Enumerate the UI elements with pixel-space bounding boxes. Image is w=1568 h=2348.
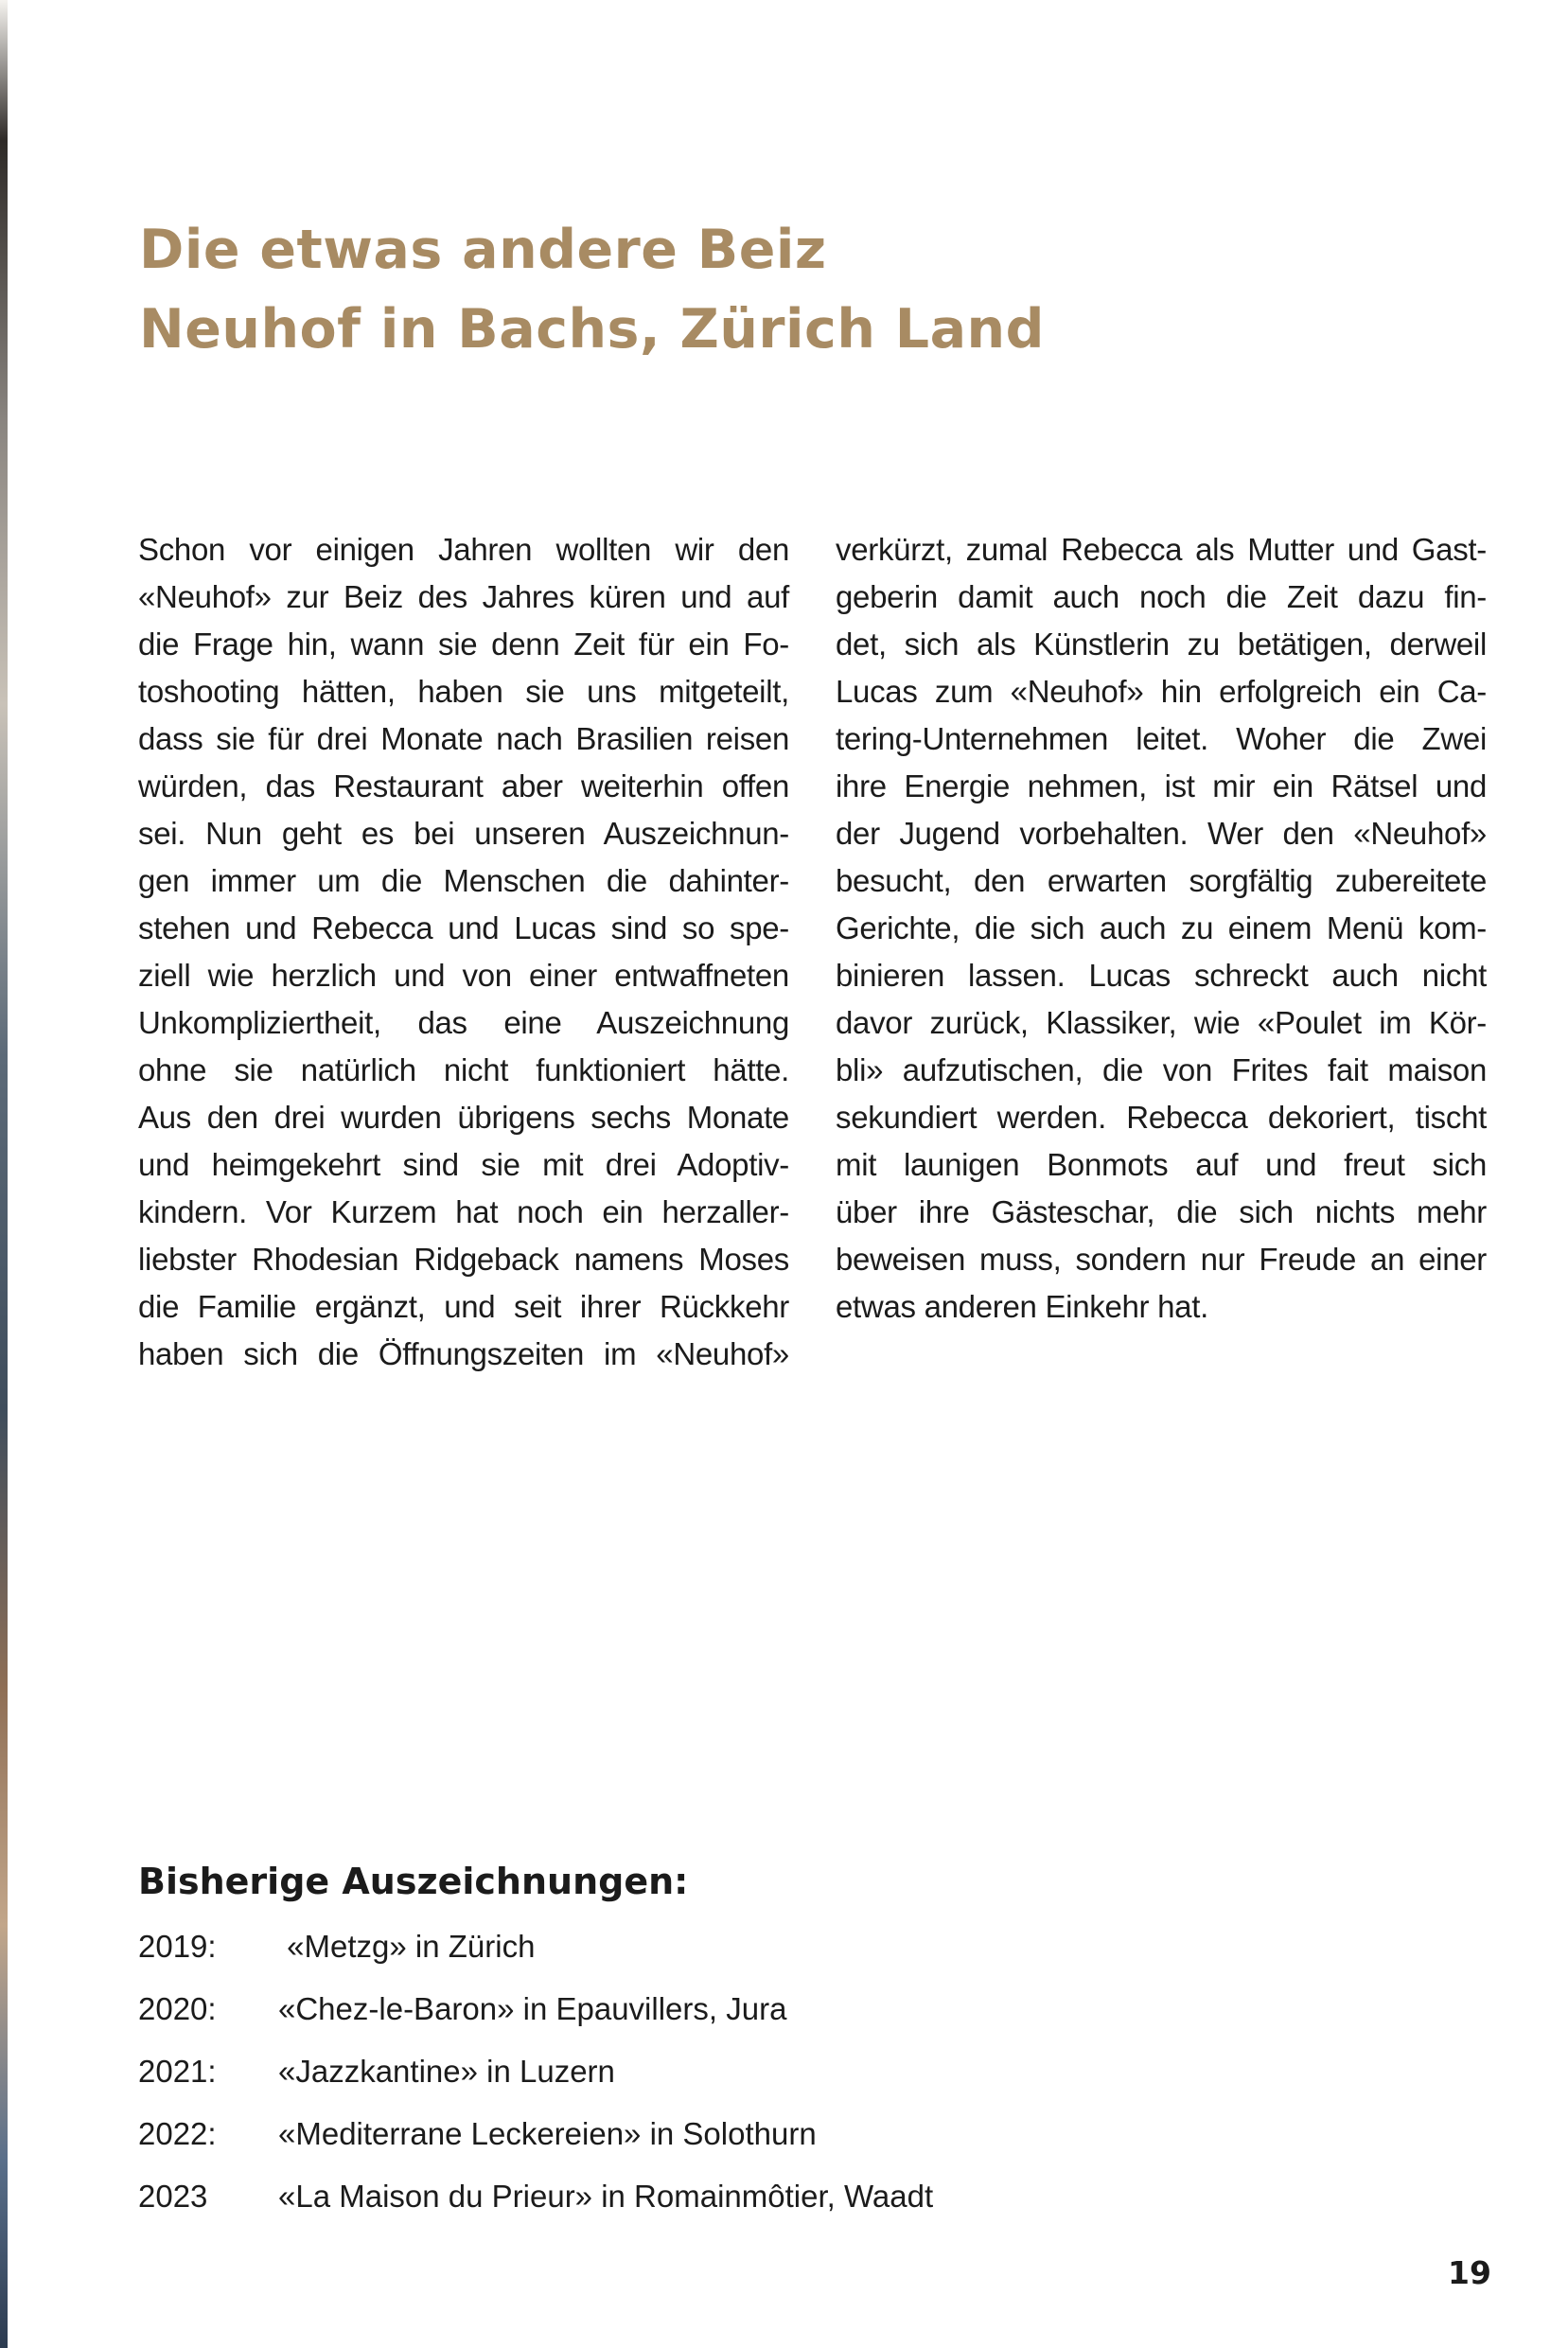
text-line: haben sich die Öffnungszeiten im «Neuhof» [138,1336,789,1371]
award-item [138,1978,933,2040]
text-line: liebster Rhodesian Ridgeback namens Moses [138,1242,789,1277]
award-name: «Jazzkantine» in Luzern [278,2054,615,2089]
text-line: gen immer um die Menschen die dahinter- [138,863,789,898]
text-line: besucht, den erwarten sorgfältig zubereitete [836,863,1487,898]
award-item [138,2040,933,2103]
text-line: mit launigen Bonmots auf und freut sich [836,1147,1487,1182]
title-line-2: Neuhof in Bachs, Zürich Land [139,298,1045,361]
text-line: Gerichte, die sich auch zu einem Menü kom- [836,910,1487,945]
award-item [138,2103,933,2165]
awards-section [138,1855,933,2228]
text-line: stehen und Rebecca und Lucas sind so spe- [138,910,789,945]
award-item [138,1915,933,1978]
text-line: verkürzt, zumal Rebecca als Mutter und Gast- [836,532,1487,567]
page-edge-photo-strip [0,0,8,2348]
text-line: über ihre Gästeschar, die sich nichts mehr [836,1194,1487,1229]
award-name: «La Maison du Prieur» in Romainmôtier, Waadt [278,2179,934,2214]
article-column-right [836,526,1487,1331]
text-line: kindern. Vor Kurzem hat noch ein herzaller- [138,1194,789,1229]
award-name: «Chez-le-Baron» in Epauvillers, Jura [278,1991,787,2026]
award-year: 2023 [138,2179,208,2214]
award-year: 2019: [138,1929,217,1964]
award-year: 2021: [138,2054,217,2089]
text-line: toshooting hätten, haben sie uns mitgeteilt, [138,674,789,709]
text-line: geberin damit auch noch die Zeit dazu fin- [836,579,1487,614]
text-line: sei. Nun geht es bei unseren Auszeichnun- [138,816,789,851]
award-name: «Mediterrane Leckereien» in Solothurn [278,2116,817,2151]
award-year: 2020: [138,1991,217,2026]
text-line: ihre Energie nehmen, ist mir ein Rätsel und [836,768,1487,803]
text-line: sekundiert werden. Rebecca dekoriert, tischt [836,1100,1487,1135]
text-line: ziell wie herzlich und von einer entwaffneten [138,958,789,993]
page-number: 19 [1448,2254,1491,2291]
text-line: Schon vor einigen Jahren wollten wir den [138,532,789,567]
text-line: und heimgekehrt sind sie mit drei Adoptiv- [138,1147,789,1182]
text-line: Lucas zum «Neuhof» hin erfolgreich ein Ca- [836,674,1487,709]
text-line: tering-Unternehmen leitet. Woher die Zwei [836,721,1487,756]
article-column-left [138,526,789,1378]
title-line-1: Die etwas andere Beiz [139,219,827,281]
text-line: würden, das Restaurant aber weiterhin offen [138,768,789,803]
award-item [138,2165,933,2228]
text-line: beweisen muss, sondern nur Freude an einer [836,1242,1487,1277]
text-line: etwas anderen Einkehr hat. [836,1289,1208,1324]
text-line: die Frage hin, wann sie denn Zeit für ein Fo- [138,627,789,662]
text-line: die Familie ergänzt, und seit ihrer Rückkehr [138,1289,789,1324]
text-line: det, sich als Künstlerin zu betätigen, derweil [836,627,1487,662]
text-line: Unkompliziertheit, das eine Auszeichnung [138,1005,789,1040]
text-line: der Jugend vorbehalten. Wer den «Neuhof» [836,816,1487,851]
awards-heading: Bisherige Auszeichnungen: [138,1861,689,1902]
text-line: davor zurück, Klassiker, wie «Poulet im Kör- [836,1005,1487,1040]
page-title [139,210,1045,369]
text-line: «Neuhof» zur Beiz des Jahres küren und auf [138,579,789,614]
text-line: Aus den drei wurden übrigens sechs Monate [138,1100,789,1135]
text-line: binieren lassen. Lucas schreckt auch nicht [836,958,1487,993]
award-name: «Metzg» in Zürich [278,1929,536,1964]
text-line: bli» aufzutischen, die von Frites fait maison [836,1052,1487,1087]
award-year: 2022: [138,2116,217,2151]
text-line: dass sie für drei Monate nach Brasilien reisen [138,721,789,756]
text-line: ohne sie natürlich nicht funktioniert hätte. [138,1052,789,1087]
